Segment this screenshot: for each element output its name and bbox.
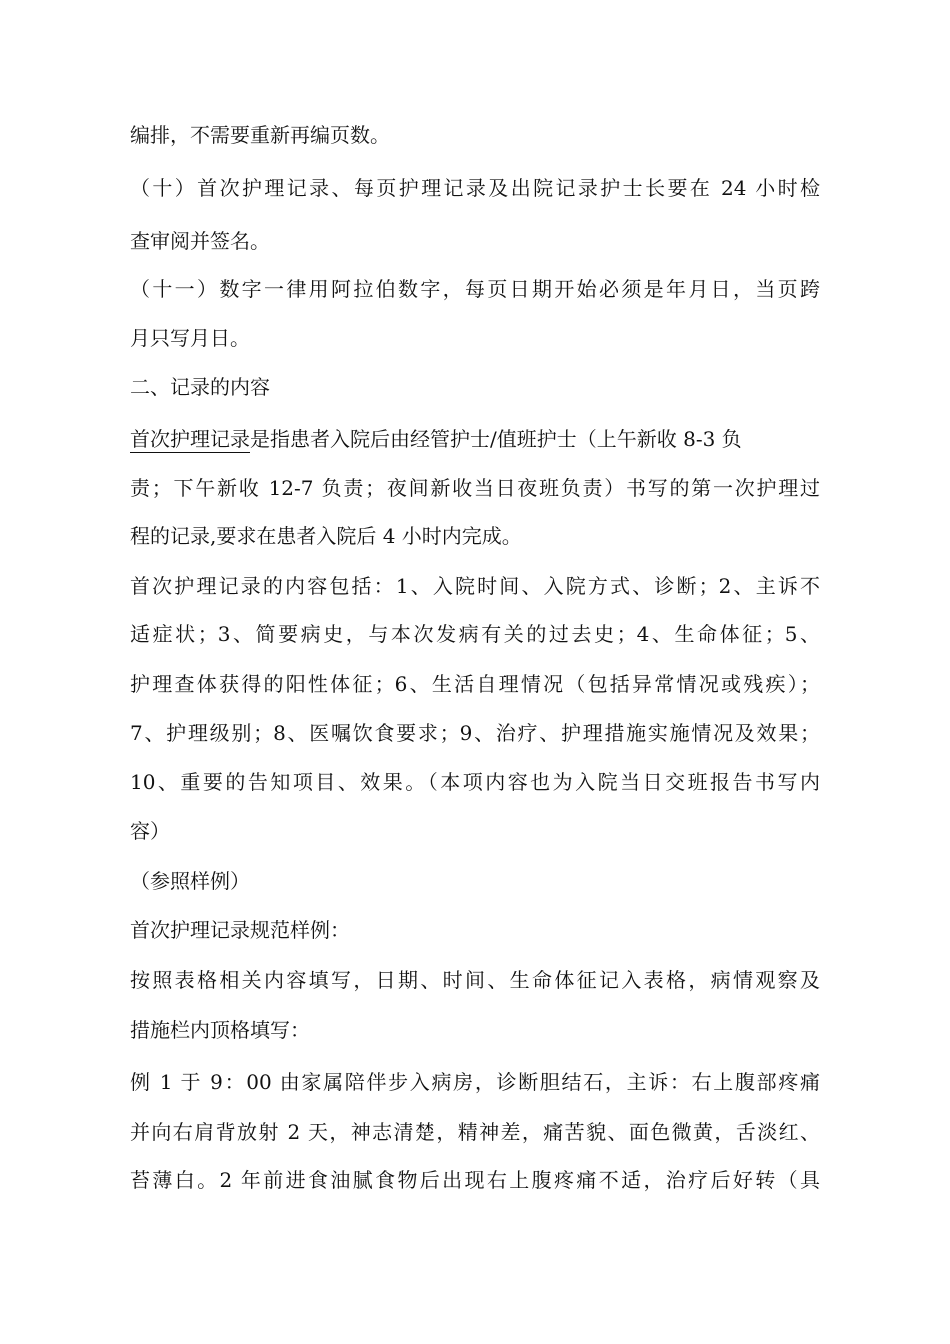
- text-line: 7、护理级别；8、医嘱饮食要求；9、治疗、护理措施实施情况及效果；: [130, 721, 820, 745]
- text-line: 首次护理记录的内容包括：1、入院时间、入院方式、诊断；2、主诉不: [130, 574, 820, 598]
- underlined-term: 首次护理记录: [130, 427, 250, 451]
- text-line: 首次护理记录规范样例：: [130, 918, 350, 942]
- text-line: 护理查体获得的阳性体征；6、生活自理情况（包括异常情况或残疾）；: [130, 672, 820, 696]
- section-heading: 二、记录的内容: [130, 375, 270, 399]
- text-line: 按照表格相关内容填写，日期、时间、生命体征记入表格，病情观察及: [130, 968, 820, 992]
- text-line: 适症状；3、简要病史，与本次发病有关的过去史；4、生命体征；5、: [130, 622, 820, 646]
- text-line: 并向右肩背放射 2 天，神志清楚，精神差，痛苦貌、面色微黄，舌淡红、: [130, 1120, 820, 1144]
- text-line: 措施栏内顶格填写：: [130, 1018, 310, 1042]
- text-line: 责；下午新收 12-7 负责；夜间新收当日夜班负责）书写的第一次护理过: [130, 476, 820, 500]
- text-line: 查审阅并签名。: [130, 229, 270, 253]
- text-line: （十）首次护理记录、每页护理记录及出院记录护士长要在 24 小时检: [130, 176, 820, 200]
- paragraph-first-line: [130, 425, 820, 453]
- text-line: （参照样例）: [130, 869, 250, 893]
- text-line: （十一）数字一律用阿拉伯数字，每页日期开始必须是年月日，当页跨: [130, 277, 820, 301]
- text-line: 10、重要的告知项目、效果。（本项内容也为入院当日交班报告书写内: [130, 770, 820, 794]
- text-line: 苔薄白。2 年前进食油腻食物后出现右上腹疼痛不适，治疗后好转（具: [130, 1168, 820, 1192]
- text-line: 容）: [130, 819, 170, 843]
- text-line: 月只写月日。: [130, 326, 250, 350]
- text-fragment: 是指患者入院后由经管护士/值班护士（上午新收 8-3 负: [250, 427, 742, 451]
- text-line: 程的记录,要求在患者入院后 4 小时内完成。: [130, 524, 522, 548]
- text-line: 例 1 于 9：00 由家属陪伴步入病房，诊断胆结石，主诉：右上腹部疼痛: [130, 1070, 820, 1094]
- text-line: 编排，不需要重新再编页数。: [130, 123, 390, 147]
